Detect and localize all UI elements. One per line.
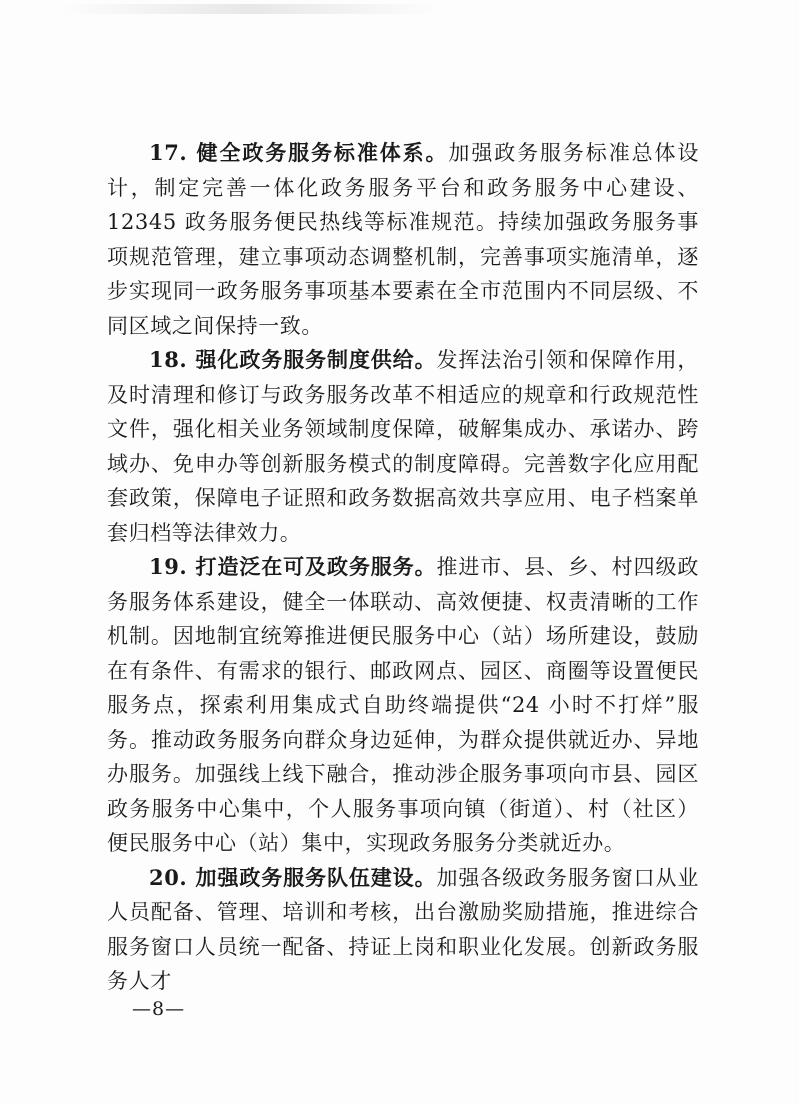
paragraph-17 xyxy=(107,136,699,343)
paragraph-18 xyxy=(107,343,699,550)
paragraph-heading: 20. 加强政务服务队伍建设。 xyxy=(149,864,437,890)
document-body xyxy=(107,136,699,999)
paragraph-text: 发挥法治引领和保障作用，及时清理和修订与政务服务改革不相适应的规章和行政规范性文件，强化相关业务领域制度保障，破解集成办、承诺办、跨域办、免申办等创新服务模式的制度障碍。完善数字化应用配套政策，保障电子证照和政务数据高效共享应用、电子档案单套归档等法律效力。 xyxy=(107,348,699,545)
paragraph-heading: 18. 强化政务服务制度供给。 xyxy=(149,347,437,372)
page-number: —8— xyxy=(132,998,186,1020)
paragraph-heading: 19. 打造泛在可及政务服务。 xyxy=(149,554,437,579)
paragraph-20 xyxy=(107,861,699,999)
scan-smudge xyxy=(60,4,440,14)
paragraph-heading: 17. 健全政务服务标准体系。 xyxy=(149,140,449,165)
paragraph-text: 加强政务服务标准总体设计，制定完善一体化政务服务平台和政务服务中心建设、12345 政务服务便民热线等标准规范。持续加强政务服务事项规范管理，建立事项动态调整机制，完善事项实施清单，逐步实现同一政务服务事项基本要素在全市范围内不同层级、不同区域之间保持一致。 xyxy=(107,141,699,338)
paragraph-19 xyxy=(107,550,699,861)
paragraph-text: 加强各级政务服务窗口从业人员配备、管理、培训和考核，出台激励奖励措施，推进综合服务窗口人员统一配备、持证上岗和职业化发展。创新政务服务人才 xyxy=(107,865,699,993)
paragraph-text: 推进市、县、乡、村四级政务服务体系建设，健全一体联动、高效便捷、权责清晰的工作机制。因地制宜统筹推进便民服务中心（站）场所建设，鼓励在有条件、有需求的银行、邮政网点、园区、商圈等设置便民服务点，探索利用集成式自助终端提供“24 小时不打烊”服务。推动政务服务向群众身边延伸，为群众提供就近办、异地办服务。加强线上线下融合，推动涉企服务事项向市县、园区政务服务中心集中，个人服务事项向镇（街道）、村（社区）便民服务中心（站）集中，实现政务服务分类就近办。 xyxy=(107,555,699,855)
